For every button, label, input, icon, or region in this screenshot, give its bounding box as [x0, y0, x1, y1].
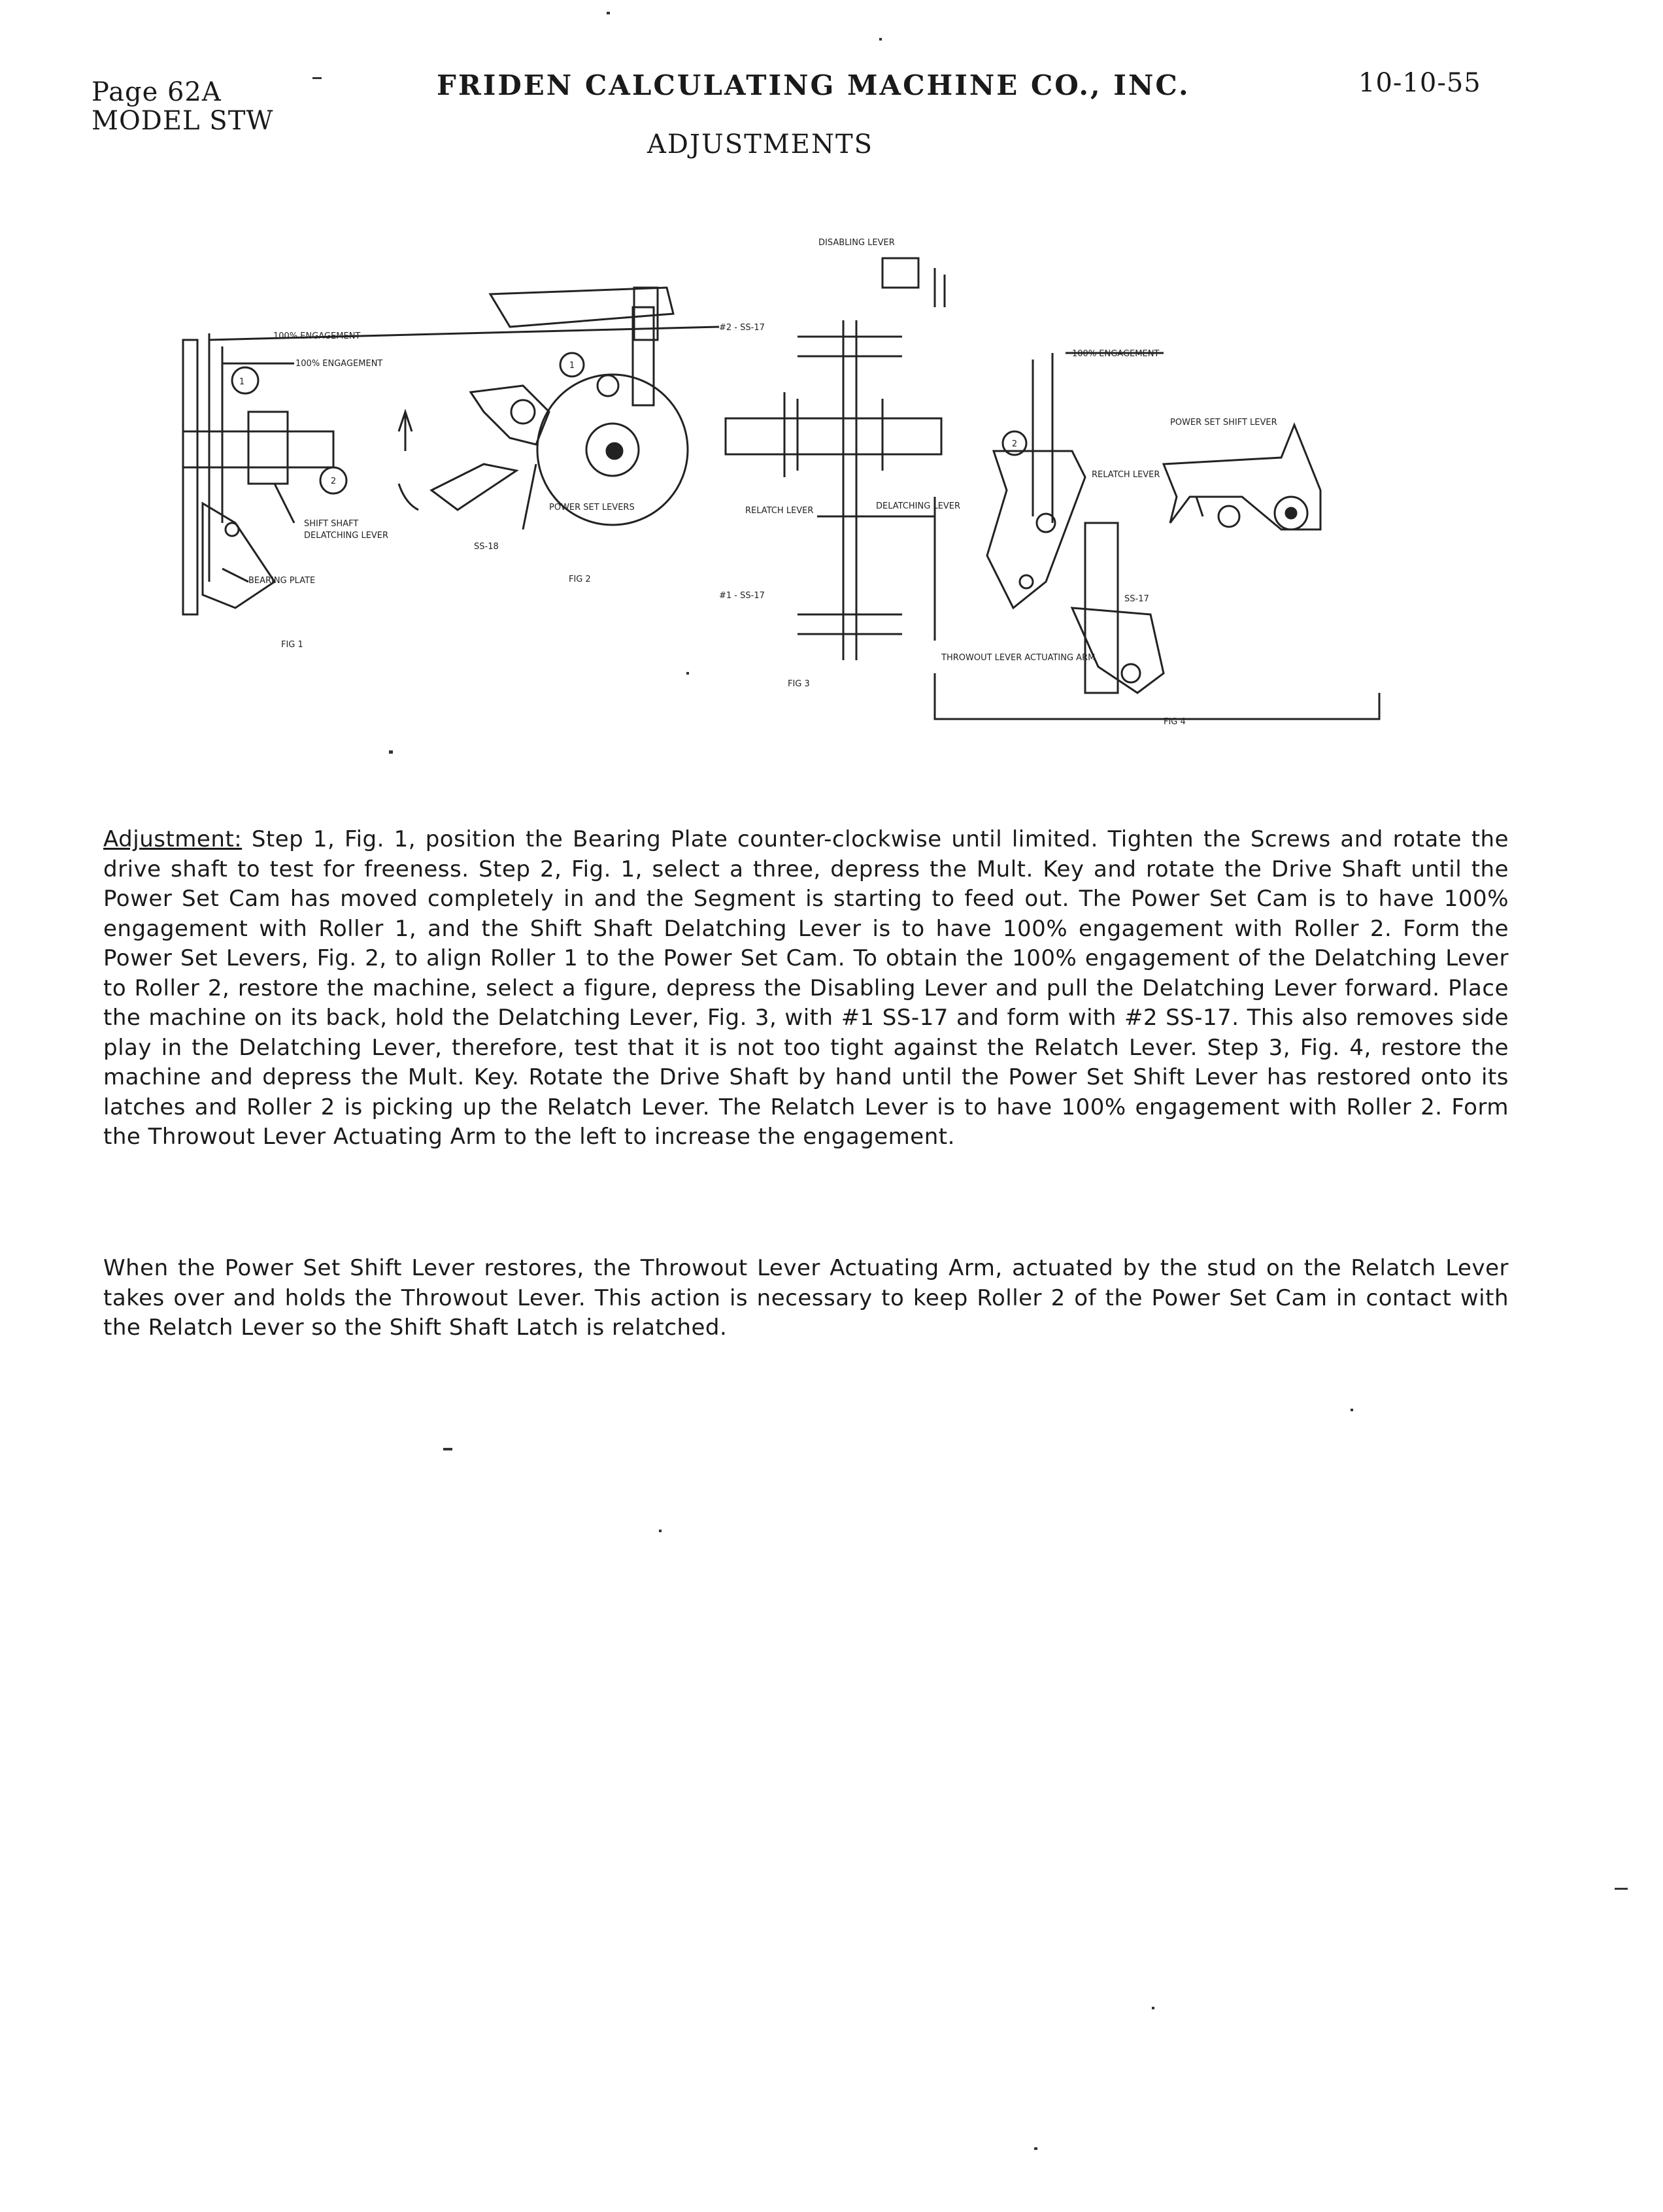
fig4-label-throwout: THROWOUT LEVER ACTUATING ARM	[941, 653, 1096, 663]
fig3-label-ss17-2: #2 - SS-17	[719, 323, 765, 333]
section-title: ADJUSTMENTS	[647, 129, 874, 159]
figure-1-drawing	[183, 327, 719, 614]
scan-speck	[1152, 2007, 1154, 2009]
fig2-caption: FIG 2	[569, 575, 591, 584]
fig4-label-relatch: RELATCH LEVER	[1092, 470, 1160, 480]
scan-speck	[312, 77, 322, 79]
scan-speck	[1615, 1888, 1628, 1890]
model-label: MODEL STW	[92, 106, 274, 136]
fig2-label-power-set-levers: POWER SET LEVERS	[549, 503, 635, 512]
fig4-label-ss17: SS-17	[1124, 594, 1149, 604]
fig3-label-relatch: RELATCH LEVER	[745, 506, 814, 516]
scan-speck	[443, 1448, 452, 1450]
adjustment-paragraph	[103, 825, 1509, 1152]
fig3-caption: FIG 3	[788, 679, 810, 689]
fig4-circle-2-label: 2	[1011, 439, 1018, 449]
adjustment-label: Adjustment:	[103, 826, 243, 852]
fig1-label-shift-shaft: SHIFT SHAFT	[304, 519, 359, 529]
fig1-label-engagement-outer: 100% ENGAGEMENT	[273, 331, 361, 341]
scan-speck	[1351, 1409, 1353, 1411]
adjustment-figures	[144, 216, 1419, 758]
fig1-roller-1-label: 1	[239, 377, 245, 387]
scan-speck	[659, 1530, 662, 1532]
fig3-label-disabling-lever: DISABLING LEVER	[818, 238, 895, 248]
fig1-label-engagement-inner: 100% ENGAGEMENT	[295, 359, 383, 369]
fig1-label-delatching: DELATCHING LEVER	[304, 531, 389, 541]
scan-speck	[389, 750, 393, 754]
fig2-circle-1-label: 1	[569, 361, 575, 371]
fig3-label-delatching: DELATCHING LEVER	[876, 501, 961, 511]
fig3-label-ss17-1: #1 - SS-17	[719, 591, 765, 601]
scan-speck	[879, 38, 882, 41]
page-number: Page 62A	[92, 77, 222, 107]
relatch-paragraph: When the Power Set Shift Lever restores, the Throwout Lever Actuating Arm, actuated by the stud on the Relatch Lever takes over and holds the Throwout Lever. This action is necessary to keep Roller 2 of the Power Set Cam in contact with the Relatch Lever so the Shift Shaft Latch is relatched.	[103, 1255, 1509, 1341]
document-date: 10-10-55	[1358, 68, 1481, 98]
fig4-caption: FIG 4	[1164, 717, 1186, 727]
fig1-caption: FIG 1	[281, 640, 303, 650]
figure-2-drawing	[399, 288, 688, 529]
fig1-roller-2-label: 2	[330, 477, 337, 486]
scan-speck	[1034, 2147, 1037, 2150]
fig4-label-engagement: 100% ENGAGEMENT	[1072, 349, 1160, 359]
company-title: FRIDEN CALCULATING MACHINE CO., INC.	[437, 69, 1190, 101]
figure-4-drawing	[935, 353, 1379, 719]
fig4-label-power-set-shift: POWER SET SHIFT LEVER	[1170, 418, 1277, 427]
scan-speck	[607, 12, 610, 14]
adjustment-text: Step 1, Fig. 1, position the Bearing Plate counter-clockwise until limited. Tighten the Screws and rotate the drive shaft to test for freeness. Step 2, Fig. 1, select a three, depress the Mult. Key and rotate the Drive Shaft until the Power Set Cam has moved completely in and the Segment is starting to feed out. The Power Set Cam is to have 100% engagement with Roller 1, and the Shift Shaft Delatching Lever is to have 100% engagement with Roller 2. Form the Power Set Levers, Fig. 2, to align Roller 1 to the Power Set Cam. To obtain the 100% engagement of the Delatching Lever to Roller 2, restore the machine, select a figure, depress the Disabling Lever and pull the Delatching Lever forward. Place the machine on its back, hold the Delatching Lever, Fig. 3, with #1 SS-17 and form with #2 SS-17. This also removes side play in the Delatching Lever, therefore, test that it is not too tight against the Relatch Lever. Step 3, Fig. 4, restore the machine and depress the Mult. Key. Rotate the Drive Shaft by hand until the Power Set Shift Lever has restored onto its latches and Roller 2 is picking up the Relatch Lever. The Relatch Lever is to have 100% engagement with Roller 2. Form the Throwout Lever Actuating Arm to the left to increase the engagement.	[103, 826, 1509, 1150]
fig2-label-ss18: SS-18	[474, 542, 499, 552]
scan-speck	[686, 672, 689, 675]
fig1-label-bearing-plate: BEARING PLATE	[248, 576, 316, 586]
